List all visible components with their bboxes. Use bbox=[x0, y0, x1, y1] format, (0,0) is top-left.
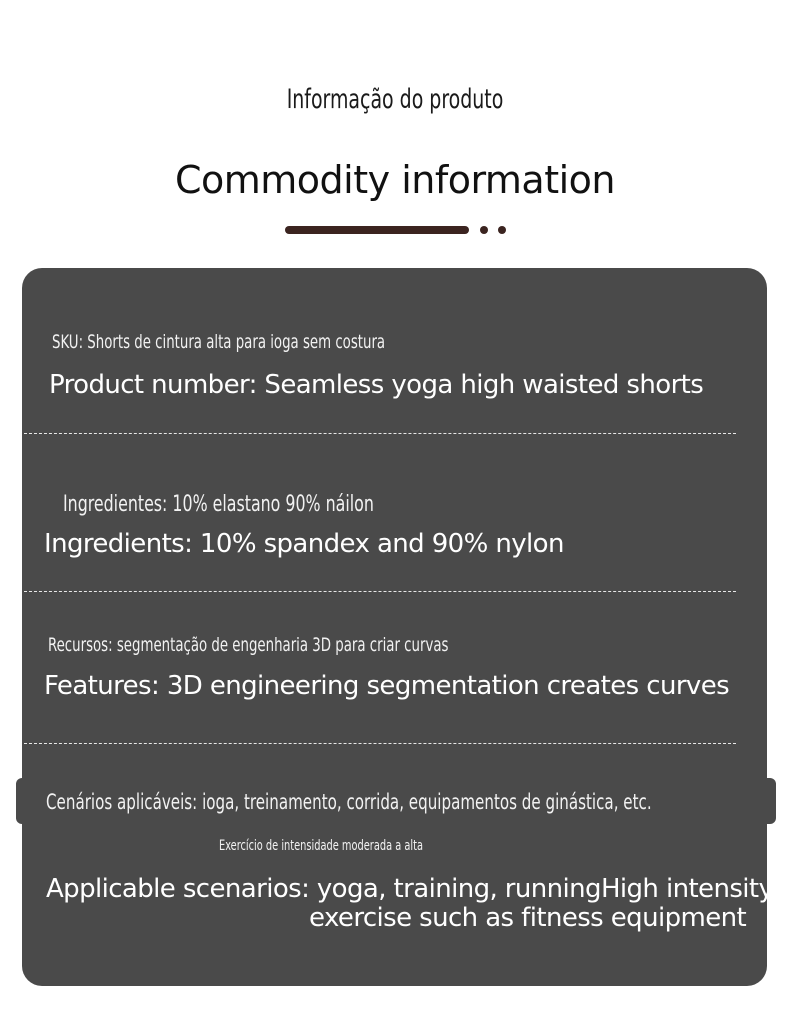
features-label-pt: Recursos: segmentação de engenharia 3D para criar curvas bbox=[48, 634, 449, 656]
sku-label-pt: SKU: Shorts de cintura alta para ioga sem costura bbox=[52, 331, 386, 353]
dashed-divider bbox=[24, 743, 736, 744]
title-divider-dot bbox=[498, 226, 506, 234]
product-number-text: Product number: Seamless yoga high waisted shorts bbox=[49, 370, 704, 400]
title-divider-dot bbox=[480, 226, 488, 234]
ingredients-label-pt: Ingredientes: 10% elastano 90% náilon bbox=[63, 492, 374, 517]
ingredients-text: Ingredients: 10% spandex and 90% nylon bbox=[44, 529, 564, 559]
scenarios-sublabel-pt: Exercício de intensidade moderada a alta bbox=[219, 838, 423, 854]
features-text: Features: 3D engineering segmentation creates curves bbox=[44, 671, 730, 701]
page-subtitle-pt: Informação do produto bbox=[286, 84, 504, 115]
title-divider-bar bbox=[285, 226, 469, 234]
dashed-divider bbox=[24, 433, 736, 434]
dashed-divider bbox=[24, 591, 736, 592]
scenarios-label-pt: Cenários aplicáveis: ioga, treinamento, corrida, equipamentos de ginástica, etc. bbox=[46, 790, 652, 814]
scenarios-text-line1: Applicable scenarios: yoga, training, runningHigh intensity bbox=[46, 874, 774, 904]
page-title: Commodity information bbox=[174, 158, 616, 202]
scenarios-text-line2: exercise such as fitness equipment bbox=[309, 903, 747, 933]
